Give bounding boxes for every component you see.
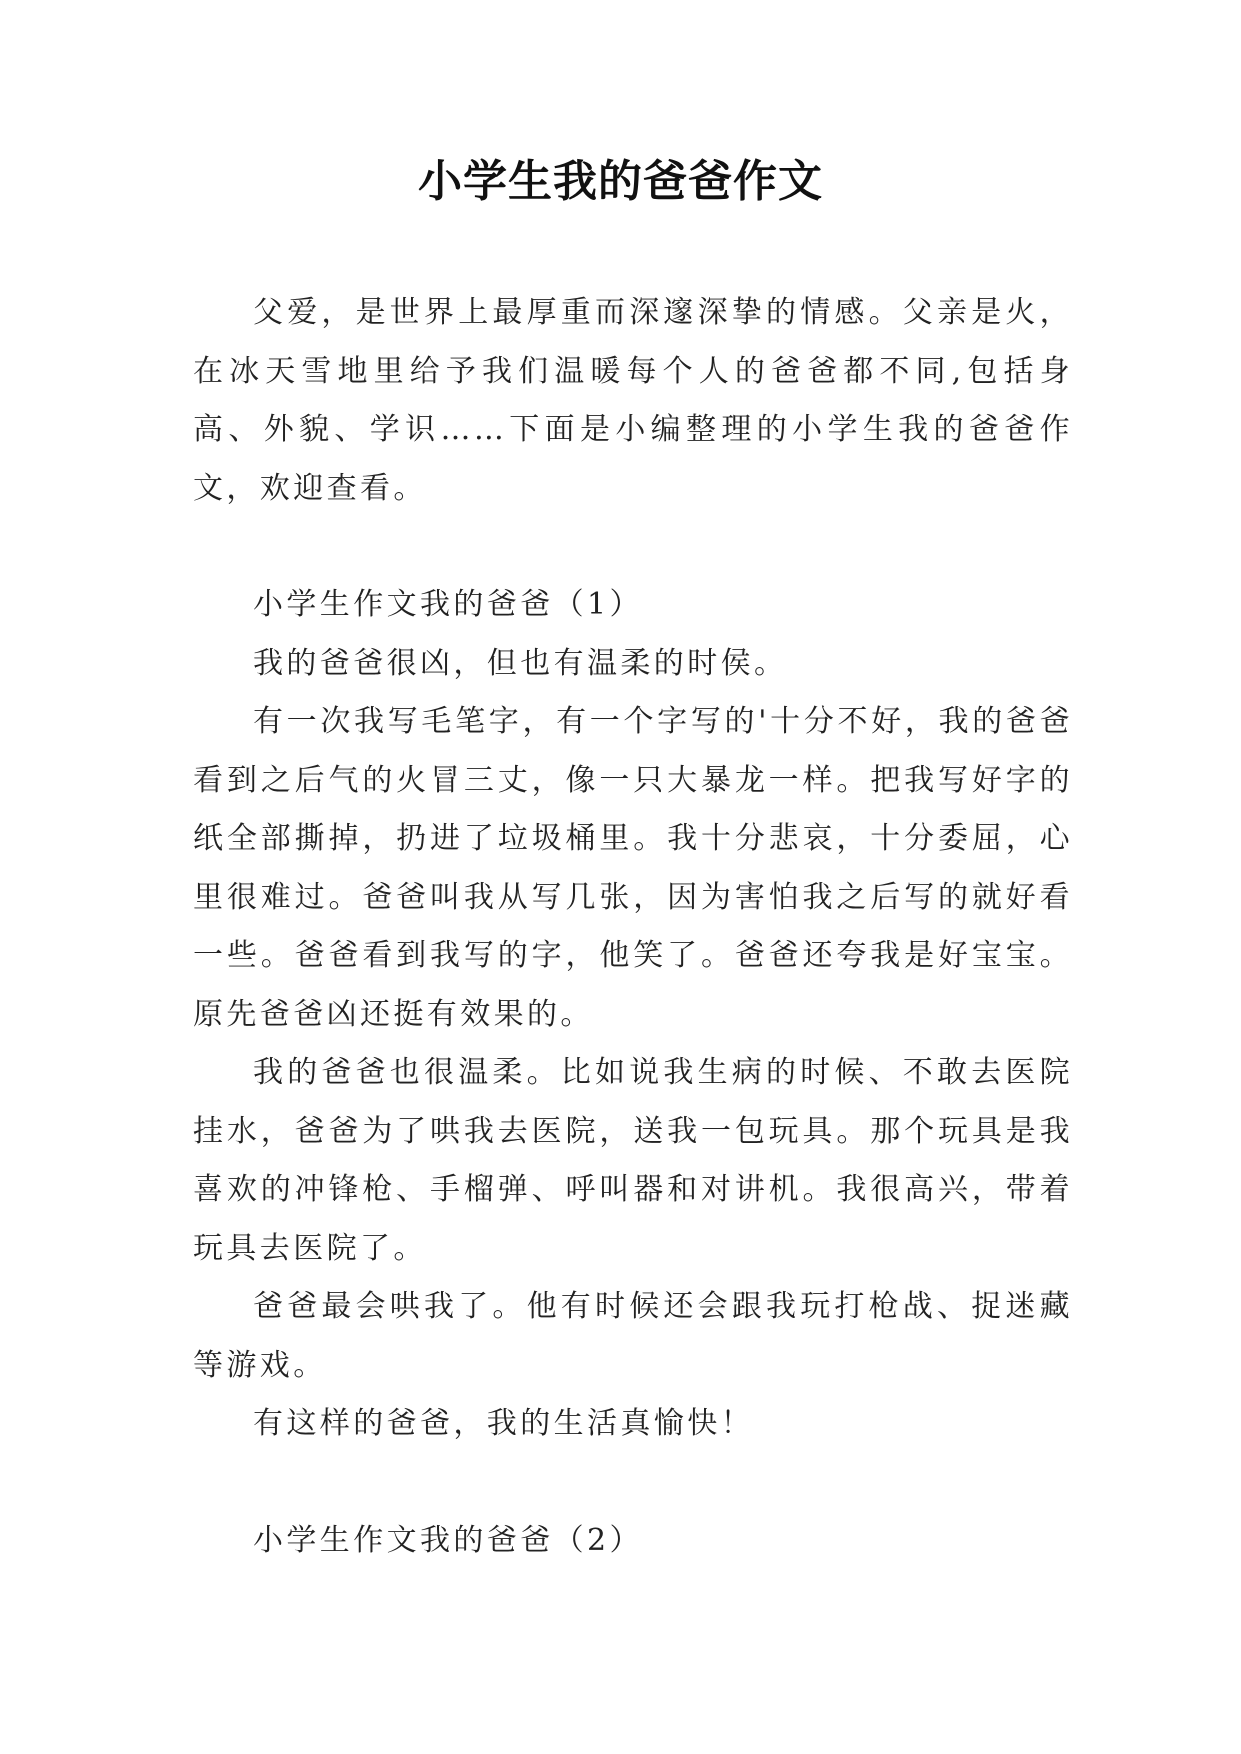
spacer xyxy=(193,518,1073,576)
section-1-paragraph-4: 爸爸最会哄我了。他有时候还会跟我玩打枪战、捉迷藏等游戏。 xyxy=(193,1289,1073,1383)
section-2-heading: 小学生作文我的爸爸（2） xyxy=(253,1522,643,1558)
section-1-paragraph-3: 我的爸爸也很温柔。比如说我生病的时候、不敢去医院挂水，爸爸为了哄我去医院，送我一包玩具。那个玩具是我喜欢的冲锋枪、手榴弹、呼叫器和对讲机。我很高兴，带着玩具去医院了。 xyxy=(193,1055,1073,1266)
section-1-paragraph-2: 有一次我写毛笔字，有一个字写的'十分不好，我的爸爸看到之后气的火冒三丈，像一只大暴龙一样。把我写好字的纸全部撕掉，扔进了垃圾桶里。我十分悲哀，十分委屈，心里很难过。爸爸叫我从写几张，因为害怕我之后写的就好看一些。爸爸看到我写的字，他笑了。爸爸还夸我是好宝宝。原先爸爸凶还挺有效果的。 xyxy=(193,704,1073,1032)
section-1-paragraph-5: 有这样的爸爸，我的生活真愉快！ xyxy=(253,1406,754,1441)
intro-paragraph: 父爱，是世界上最厚重而深邃深挚的情感。父亲是火，在冰天雪地里给予我们温暖每个人的爸爸都不同,包括身高、外貌、学识……下面是小编整理的小学生我的爸爸作文，欢迎查看。 xyxy=(193,295,1073,506)
section-1-heading: 小学生作文我的爸爸（1） xyxy=(253,587,643,622)
section-1-paragraph-1: 我的爸爸很凶，但也有温柔的时侯。 xyxy=(253,645,788,681)
spacer xyxy=(193,1454,1073,1512)
document-body xyxy=(193,284,1073,1570)
document-title: 小学生我的爸爸作文 xyxy=(418,156,823,207)
